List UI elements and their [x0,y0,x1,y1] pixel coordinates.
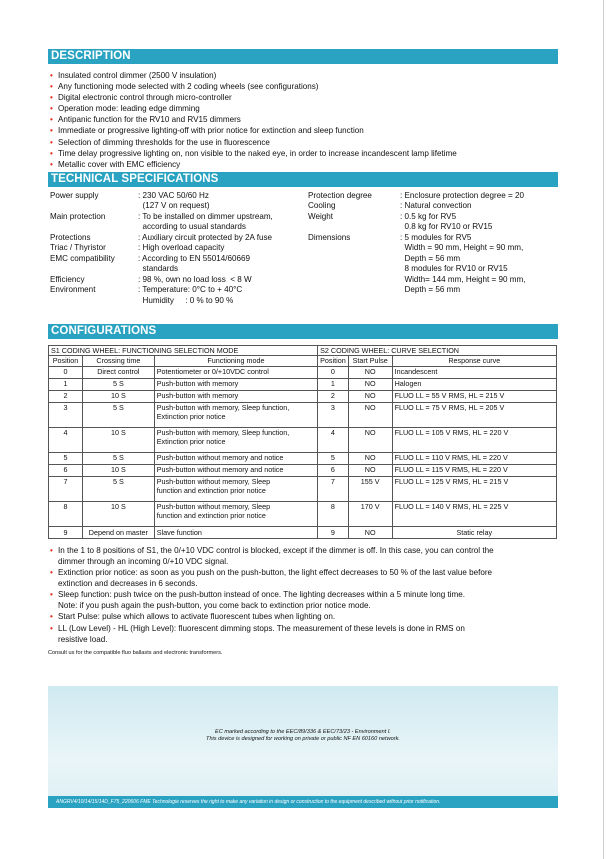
functioning-mode [154,378,317,390]
table-row [49,464,557,476]
position-s2: 1 [318,378,349,390]
bullet-icon: • [50,137,53,147]
note-line: Sleep function: push twice on the push-button instead of once. The lighting decreases within a 5 minute long time. [58,590,466,600]
spec-value-line: : To be installed on dimmer upstream, [138,211,273,221]
bullet-icon: • [50,82,53,92]
description-heading: DESCRIPTION [48,49,558,64]
functioning-mode [154,427,317,452]
spec-value-line: 8 modules for RV10 or RV15 [400,264,508,274]
description-item [48,92,558,103]
spec-value-line: Humidity : 0 % to 90 % [138,295,234,305]
functioning-mode-line: function and extinction prior notice [156,511,266,521]
config-heading: CONFIGURATIONS [48,324,558,339]
spec-row [50,191,302,212]
functioning-mode [154,476,317,501]
spec-label: Environment [50,285,96,295]
bullet-icon: • [50,612,53,622]
bullet-icon: • [50,126,53,136]
description-text: Any functioning mode selected with 2 coding wheels (see configurations) [58,82,319,92]
spec-label: Power supply [50,190,99,200]
description-text: Metallic cover with EMC efficiency [58,159,181,169]
spec-value-line: according to usual standards [138,222,246,232]
description-item [48,81,558,92]
spec-value [138,254,250,275]
description-text: Time delay progressive lighting on, non visible to the naked eye, in order to increase incandescent lamp lifetime [58,148,457,158]
spec-value-line: : 98 %, own no load loss < 8 W [138,274,252,284]
description-text: Antipanic function for the RV10 and RV15 dimmers [58,115,241,125]
functioning-mode-line: Extinction prior notice [156,412,226,422]
spec-row [50,275,302,286]
ec-line-2: This device is designed for working on private or public NF EN 60160 network. [206,736,400,742]
note-line: dimmer through an incoming 0/+10 VDC signal. [58,556,229,566]
start-pulse: NO [348,427,392,452]
crossing-time: Depend on master [82,526,154,538]
table-row [49,390,557,402]
note-line: resistive load. [58,634,108,644]
position-s1: 4 [49,427,83,452]
functioning-mode-line: Push-button without memory and notice [156,464,284,474]
table-row [49,452,557,464]
crossing-time: 10 S [82,464,154,476]
spec-value-line: : Enclosure protection degree = 20 [400,190,524,200]
crossing-time: 5 S [82,378,154,390]
spec-value [138,275,252,286]
spec-value-line: (127 V on request) [138,201,210,211]
response-curve: Halogen [392,378,556,390]
table-row [49,366,557,378]
position-s2: 9 [318,526,349,538]
position-s1: 6 [49,464,83,476]
bullet-icon: • [50,115,53,125]
spec-value [400,233,526,296]
description-text: Operation mode: leading edge dimming [58,104,200,114]
description-text: Immediate or progressive lighting-off with prior notice for extinction and sleep function [58,126,364,136]
spec-value [400,212,492,233]
position-s1: 9 [49,526,83,538]
column-header: Start Pulse [348,356,392,367]
specs-left-column [50,191,302,307]
position-s2: 6 [318,464,349,476]
description-item [48,159,558,170]
bullet-icon: • [50,71,53,80]
footer-panel [48,686,558,808]
note-item [48,589,558,611]
spec-label: Protection degree [308,190,372,200]
spec-label: Weight [308,211,334,221]
content [48,49,558,656]
response-curve: FLUO LL = 55 V RMS, HL = 215 V [392,390,556,402]
note-line: Start Pulse: pulse which allows to activate fluorescent tubes when lighting on. [58,612,336,622]
ec-statement [48,729,558,743]
position-s1: 1 [49,378,83,390]
functioning-mode-line: Push-button with memory [156,390,239,400]
functioning-mode [154,501,317,526]
notes-list [48,545,558,645]
start-pulse: 155 V [348,476,392,501]
spec-value-line: : 0.5 kg for RV5 [400,211,457,221]
spec-row [50,243,302,254]
spec-value-line: Width = 90 mm, Height = 90 mm, [400,243,524,253]
spec-row [50,285,302,306]
response-curve: FLUO LL = 125 V RMS, HL = 215 V [392,476,556,501]
table-row [49,378,557,390]
spec-row [308,201,558,212]
bullet-icon: • [50,93,53,103]
column-header: Crossing time [82,356,154,367]
bullet-icon: • [50,568,53,578]
spec-value-line: : Temperature: 0°C to + 40°C [138,285,243,295]
position-s2: 2 [318,390,349,402]
position-s1: 5 [49,452,83,464]
position-s1: 3 [49,402,83,427]
description-item [48,114,558,125]
crossing-time: 5 S [82,402,154,427]
spec-value-line: : Natural convection [400,201,472,211]
position-s2: 0 [318,366,349,378]
column-header: Functioning mode [154,356,317,367]
spec-value-line: Depth = 56 mm [400,253,461,263]
spec-label: Cooling [308,201,336,211]
table-row [49,402,557,427]
spec-value [138,191,210,212]
note-line: Extinction prior notice: as soon as you push on the push-button, the light effect decreases to 50 % of the last value before [58,568,493,578]
note-item [48,567,558,589]
note-line: extinction and decreases in 6 seconds. [58,579,198,589]
spec-value-line: : Auxiliary circuit protected by 2A fuse [138,232,273,242]
description-item [48,70,558,81]
crossing-time: Direct control [82,366,154,378]
description-item [48,125,558,136]
response-curve: FLUO LL = 140 V RMS, HL = 225 V [392,501,556,526]
spec-row [308,191,558,202]
functioning-mode-line: Push-button without memory, Sleep [156,501,271,511]
start-pulse: NO [348,464,392,476]
functioning-mode-line: Potentiometer or 0/+10VDC control [156,366,269,376]
crossing-time: 5 S [82,476,154,501]
table-row [49,526,557,538]
position-s2: 4 [318,427,349,452]
position-s1: 8 [49,501,83,526]
description-item [48,103,558,114]
position-s1: 0 [49,366,83,378]
note-item [48,623,558,645]
note-item [48,545,558,567]
spec-value [400,201,472,212]
crossing-time: 10 S [82,390,154,402]
spec-row [50,254,302,275]
response-curve: FLUO LL = 110 V RMS, HL = 220 V [392,452,556,464]
spec-value [138,212,273,233]
spec-label: Triac / Thyristor [50,243,106,253]
start-pulse: NO [348,390,392,402]
column-header: Response curve [392,356,556,367]
start-pulse: NO [348,526,392,538]
functioning-mode-line: Push-button with memory, Sleep function, [156,402,290,412]
crossing-time: 5 S [82,452,154,464]
note-item [48,611,558,622]
functioning-mode [154,390,317,402]
functioning-mode [154,526,317,538]
spec-value-line: standards [138,264,179,274]
bullet-icon: • [50,590,53,600]
spec-value-line: : High overload capacity [138,243,225,253]
spec-label: Protections [50,232,91,242]
spec-row [50,233,302,244]
spec-value-line: : According to EN 55014/60669 [138,253,251,263]
functioning-mode-line: Extinction prior notice [156,437,226,447]
position-s2: 3 [318,402,349,427]
s2-header: S2 CODING WHEEL: CURVE SELECTION [318,345,557,356]
table-row [49,476,557,501]
crossing-time: 10 S [82,427,154,452]
functioning-mode-line: Slave function [156,527,202,537]
note-line: LL (Low Level) - HL (High Level): fluorescent dimming stops. The measurement of these levels is done in RMS on [58,623,465,633]
config-column-headers [49,356,557,367]
position-s1: 2 [49,390,83,402]
specs-right-column [308,191,558,296]
specs-block [48,187,558,324]
description-text: Selection of dimming thresholds for the use in fluorescence [58,137,270,147]
table-row [49,427,557,452]
start-pulse: 170 V [348,501,392,526]
consult-note: Consult us for the compatible fluo ballasts and electronic transformers. [48,649,223,656]
config-table [48,345,557,539]
response-curve: FLUO LL = 75 V RMS, HL = 205 V [392,402,556,427]
spec-value-line: : 230 VAC 50/60 Hz [138,190,209,200]
bullet-icon: • [50,545,53,555]
functioning-mode-line: Push-button without memory, Sleep [156,476,271,486]
response-curve: FLUO LL = 115 V RMS, HL = 220 V [392,464,556,476]
note-line: In the 1 to 8 positions of S1, the 0/+10 VDC control is blocked, except if the dimmer is off. In this case, you can control the [58,545,494,555]
crossing-time: 10 S [82,501,154,526]
table-row [49,501,557,526]
reference-bar: ANGRV4/10/14/15/14D_F75_220606 FME Technologie reserves the right to make any variation in design or construction to the equipment described without prior notification. [48,796,558,808]
spec-row [308,233,558,296]
bullet-icon: • [50,623,53,633]
spec-label: EMC compatibility [50,253,115,263]
spec-value-line: Width= 144 mm, Height = 90 mm, [400,274,526,284]
spec-value [138,243,224,254]
spec-row [50,212,302,233]
functioning-mode [154,402,317,427]
functioning-mode [154,452,317,464]
column-header: Position [49,356,83,367]
response-curve: FLUO LL = 105 V RMS, HL = 220 V [392,427,556,452]
functioning-mode [154,464,317,476]
description-text: Insulated control dimmer (2500 V insulation) [58,71,217,80]
position-s2: 8 [318,501,349,526]
spec-label: Main protection [50,211,106,221]
start-pulse: NO [348,366,392,378]
functioning-mode-line: function and extinction prior notice [156,486,266,496]
start-pulse: NO [348,378,392,390]
spec-value-line: 0.8 kg for RV10 or RV15 [400,222,493,232]
spec-label: Dimensions [308,232,351,242]
functioning-mode-line: Push-button with memory [156,378,239,388]
column-header: Position [318,356,349,367]
bullet-icon: • [50,148,53,158]
spec-row [308,212,558,233]
ec-line-1: EC marked according to the EEC/89/336 & EEC/73/23 - Environment I. [215,729,391,735]
functioning-mode-line: Push-button with memory, Sleep function, [156,427,290,437]
spec-value [400,191,524,202]
functioning-mode [154,366,317,378]
description-item [48,148,558,159]
s1-header: S1 CODING WHEEL: FUNCTIONING SELECTION MODE [49,345,318,356]
spec-value [138,233,272,244]
functioning-mode-line: Push-button without memory and notice [156,452,284,462]
response-curve: Static relay [392,526,556,538]
position-s2: 5 [318,452,349,464]
description-text: Digital electronic control through micro-controller [58,93,232,103]
bullet-icon: • [50,104,53,114]
response-curve: Incandescent [392,366,556,378]
spec-value-line: Depth = 56 mm [400,285,461,295]
note-line: Note: if you push again the push-button, you come back to extinction prior notice mode. [58,601,371,611]
position-s2: 7 [318,476,349,501]
start-pulse: NO [348,452,392,464]
spec-value-line: : 5 modules for RV5 [400,232,472,242]
spec-label: Efficiency [50,274,85,284]
description-item [48,137,558,148]
description-list [48,70,558,170]
spec-value [138,285,242,306]
specs-heading: TECHNICAL SPECIFICATIONS [48,172,558,187]
start-pulse: NO [348,402,392,427]
bullet-icon: • [50,159,53,169]
position-s1: 7 [49,476,83,501]
